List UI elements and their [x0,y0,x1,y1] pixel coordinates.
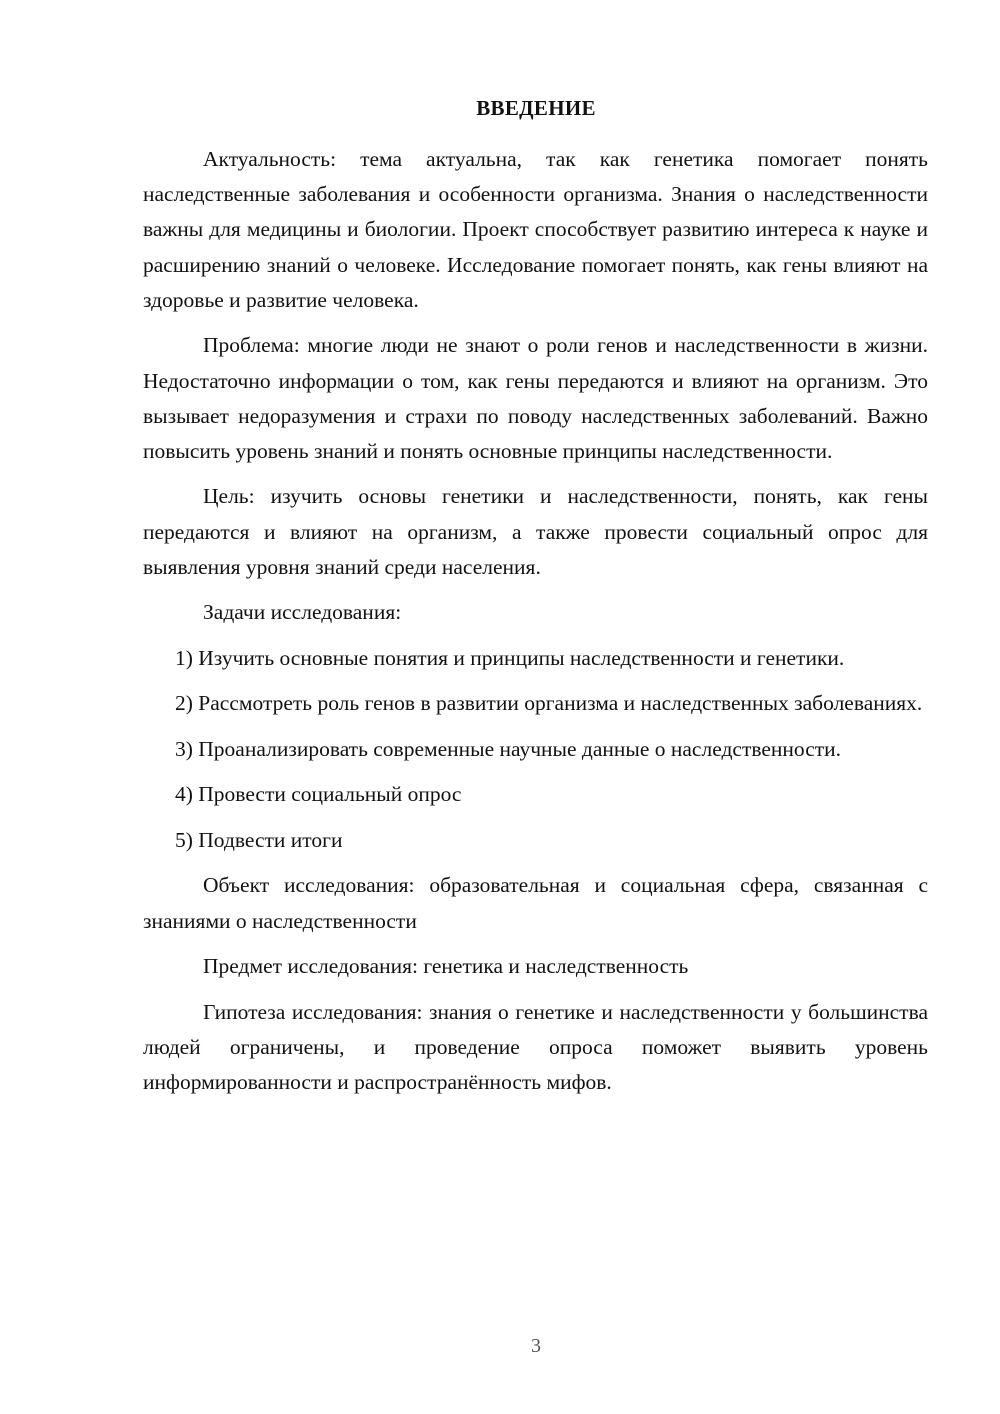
paragraph-relevance: Актуальность: тема актуальна, так как генетика помогает понять наследственные заболевания и особенности организма. Знания о наследственности важны для медицины и биологии. Проект способствует развитию интереса к науке и расширению знаний о человеке. Исследование помогает понять, как гены влияют на здоровье и развитие человека. [143,147,928,312]
task-item-5: 5) Подвести итоги [175,827,343,852]
paragraph-object: Объект исследования: образовательная и социальная сфера, связанная с знаниями о наследственности [143,873,928,933]
paragraph-problem: Проблема: многие люди не знают о роли генов и наследственности в жизни. Недостаточно информации о том, как гены передаются и влияют на организм. Это вызывает недоразумения и страхи по поводу наследственных заболеваний. Важно повысить уровень знаний и понять основные принципы наследственности. [143,333,928,463]
task-item-1: 1) Изучить основные понятия и принципы наследственности и генетики. [175,645,845,670]
document-body [143,142,928,1110]
task-item-2: 2) Рассмотреть роль генов в развитии организма и наследственных заболеваниях. [175,691,923,716]
paragraph-subject: Предмет исследования: генетика и наследственность [203,954,689,979]
task-item-3: 3) Проанализировать современные научные данные о наследственности. [175,736,842,761]
paragraph-goal: Цель: изучить основы генетики и наследственности, понять, как гены передаются и влияют на организм, а также провести социальный опрос для выявления уровня знаний среди населения. [143,484,928,579]
tasks-heading: Задачи исследования: [203,600,402,625]
page-title: ВВЕДЕНИЕ [476,96,596,120]
paragraph-hypothesis: Гипотеза исследования: знания о генетике и наследственности у большинства людей ограничены, и проведение опроса поможет выявить уровень информированности и распространённость мифов. [143,999,928,1094]
task-item-4: 4) Провести социальный опрос [175,782,462,807]
page-number: 3 [531,1335,541,1357]
